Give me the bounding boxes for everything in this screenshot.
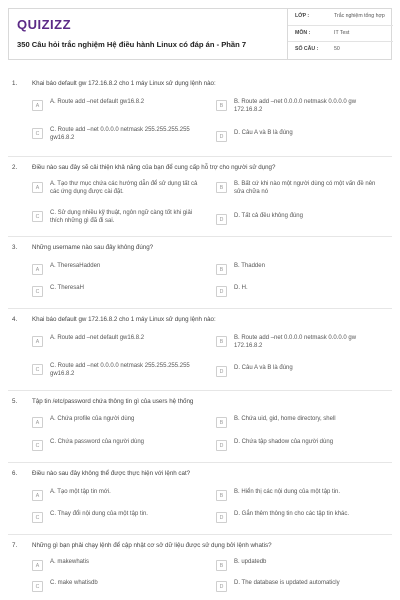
option-text: B. Route add –net 0.0.0.0 netmask 0.0.0.0 gw 172.16.8.2 xyxy=(234,99,357,113)
answer-option-a[interactable] xyxy=(32,180,202,196)
option-text: B. Thadden xyxy=(234,263,265,269)
answer-option-b[interactable] xyxy=(216,98,386,114)
option-letter-box: B xyxy=(216,336,227,347)
question-text: Điều nào sau đây không thể được thực hiện với lệnh cat? xyxy=(32,470,191,477)
option-letter-box: C xyxy=(32,128,43,139)
option-letter-box: D xyxy=(216,581,227,592)
answer-option-b[interactable] xyxy=(216,262,386,278)
meta-row-count xyxy=(288,42,393,59)
question-text: Những username nào sau đây không đúng? xyxy=(32,244,154,251)
question-number: 7. xyxy=(12,542,18,549)
worksheet-meta-table xyxy=(287,9,393,59)
option-text: A. TheresaHadden xyxy=(50,263,101,269)
question-number: 4. xyxy=(12,316,18,323)
option-letter-box: A xyxy=(32,490,43,501)
option-letter-box: C xyxy=(32,286,43,297)
worksheet-title: 350 Câu hỏi trắc nghiệm Hệ điều hành Linux có đáp án - Phần 7 xyxy=(17,40,247,49)
answer-option-b[interactable] xyxy=(216,334,386,350)
answer-option-d[interactable] xyxy=(216,284,386,300)
answer-option-b[interactable] xyxy=(216,558,386,574)
option-text: C. Thay đổi nội dung của một tập tin. xyxy=(50,511,148,517)
option-letter-box: A xyxy=(32,264,43,275)
option-letter-box: C xyxy=(32,512,43,523)
option-letter-box: B xyxy=(216,417,227,428)
option-letter-box: C xyxy=(32,440,43,451)
meta-value: 50 xyxy=(334,46,340,53)
answer-option-b[interactable] xyxy=(216,488,386,504)
option-text: B. updatedb xyxy=(234,559,267,565)
option-letter-box: D xyxy=(216,131,227,142)
option-text: C. Route add –net 0.0.0.0 netmask 255.255.255.255 gw16.8.2 xyxy=(50,363,190,377)
answer-option-d[interactable] xyxy=(216,129,386,145)
option-text: D. Câu A và B là đúng xyxy=(234,130,293,136)
option-letter-box: D xyxy=(216,214,227,225)
answer-option-b[interactable] xyxy=(216,180,386,196)
question-divider xyxy=(8,390,392,391)
question-text: Những gì bạn phải chạy lệnh để cập nhật cơ sở dữ liệu được sử dụng bởi lệnh whatis? xyxy=(32,542,272,549)
answer-option-d[interactable] xyxy=(216,579,386,595)
option-letter-box: B xyxy=(216,264,227,275)
option-letter-box: B xyxy=(216,560,227,571)
answer-option-c[interactable] xyxy=(32,209,202,225)
question-divider xyxy=(8,462,392,463)
meta-label: SỐ CÂU : xyxy=(295,46,319,53)
option-text: A. Chứa profile của người dùng xyxy=(50,416,135,422)
question-number: 6. xyxy=(12,470,18,477)
option-text: D. H. xyxy=(234,285,248,291)
answer-option-c[interactable] xyxy=(32,438,202,454)
meta-row-class xyxy=(288,9,393,26)
answer-option-c[interactable] xyxy=(32,579,202,595)
option-text: D. Chứa tập shadow của người dùng xyxy=(234,439,334,445)
question-text: Điều nào sau đây sẽ cải thiện khả năng của bạn để cung cấp hỗ trợ cho người sử dụng? xyxy=(32,164,276,171)
answer-option-a[interactable] xyxy=(32,415,202,431)
worksheet-header xyxy=(8,8,392,60)
answer-option-c[interactable] xyxy=(32,362,202,378)
option-letter-box: C xyxy=(32,211,43,222)
question-text: Khai báo default gw 172.16.8.2 cho 1 máy Linux sử dụng lệnh nào: xyxy=(32,316,216,323)
answer-option-c[interactable] xyxy=(32,510,202,526)
option-text: B. Route add –net 0.0.0.0 netmask 0.0.0.0 gw 172.16.8.2 xyxy=(234,335,357,349)
option-letter-box: D xyxy=(216,366,227,377)
option-letter-box: C xyxy=(32,581,43,592)
option-letter-box: A xyxy=(32,560,43,571)
meta-label: MÔN : xyxy=(295,29,311,36)
question-item xyxy=(8,310,392,392)
question-divider xyxy=(8,308,392,309)
option-letter-box: C xyxy=(32,364,43,375)
option-text: A. Route add –net default gw16.8.2 xyxy=(50,99,145,105)
answer-option-d[interactable] xyxy=(216,438,386,454)
option-text: C. Sử dụng nhiều kỹ thuật, ngôn ngữ càng tốt khi giải thích những gì đã đi sai. xyxy=(50,210,193,224)
answer-option-d[interactable] xyxy=(216,212,386,228)
question-item xyxy=(8,464,392,536)
answer-option-b[interactable] xyxy=(216,415,386,431)
option-letter-box: D xyxy=(216,512,227,523)
option-text: A. Tạo thư mục chứa các hướng dẫn để sử dụng tất cả các ứng dụng được cài đặt. xyxy=(50,181,198,195)
option-text: B. Bất cứ khi nào một người dùng có một vấn đề nên sửa chữa nó xyxy=(234,181,376,195)
option-letter-box: B xyxy=(216,100,227,111)
option-letter-box: A xyxy=(32,182,43,193)
meta-value: Trắc nghiệm tổng hợp xyxy=(334,13,385,19)
answer-option-a[interactable] xyxy=(32,262,202,278)
option-letter-box: D xyxy=(216,286,227,297)
option-letter-box: B xyxy=(216,182,227,193)
option-letter-box: D xyxy=(216,440,227,451)
question-item xyxy=(8,392,392,464)
option-text: C. Chứa password của người dùng xyxy=(50,439,145,445)
question-item xyxy=(8,238,392,310)
option-text: D. The database is updated automaticly xyxy=(234,580,340,586)
question-item xyxy=(8,74,392,158)
answer-option-a[interactable] xyxy=(32,558,202,574)
question-text: Khai báo default gw 172.16.8.2 cho 1 máy Linux sử dụng lệnh nào: xyxy=(32,80,216,87)
option-text: A. Route add –net default gw16.8.2 xyxy=(50,335,145,341)
meta-row-subject xyxy=(288,26,393,43)
question-divider xyxy=(8,156,392,157)
answer-option-a[interactable] xyxy=(32,334,202,350)
question-item xyxy=(8,536,392,600)
option-text: D. Tất cả đều không đúng xyxy=(234,213,303,219)
question-divider xyxy=(8,236,392,237)
option-letter-box: B xyxy=(216,490,227,501)
option-text: C. make whatisdb xyxy=(50,580,98,586)
question-divider xyxy=(8,534,392,535)
answer-option-a[interactable] xyxy=(32,98,202,114)
option-text: D. Câu A và B là đúng xyxy=(234,365,293,371)
answer-option-c[interactable] xyxy=(32,126,202,142)
question-number: 1. xyxy=(12,80,18,87)
option-letter-box: A xyxy=(32,417,43,428)
meta-label: LỚP : xyxy=(295,13,310,19)
option-text: B. Chứa uid, gid, home directory, shell xyxy=(234,416,336,422)
meta-value: IT Test xyxy=(334,29,350,36)
option-text: C. TheresaH xyxy=(50,285,84,291)
answer-option-d[interactable] xyxy=(216,364,386,380)
answer-option-d[interactable] xyxy=(216,510,386,526)
option-text: A. makewhatis xyxy=(50,559,90,565)
question-number: 3. xyxy=(12,244,18,251)
option-text: B. Hiển thị các nội dung của một tập tin. xyxy=(234,489,341,495)
question-number: 2. xyxy=(12,164,18,171)
question-text: Tập tin /etc/password chứa thông tin gì của users hệ thống xyxy=(32,398,194,405)
option-text: C. Route add –net 0.0.0.0 netmask 255.255.255.255 gw16.8.2 xyxy=(50,127,190,141)
answer-option-c[interactable] xyxy=(32,284,202,300)
option-text: D. Gắn thêm thông tin cho các tập tin khác. xyxy=(234,511,350,517)
question-item xyxy=(8,158,392,238)
option-letter-box: A xyxy=(32,100,43,111)
option-text: A. Tạo một tập tin mới. xyxy=(50,489,111,495)
option-letter-box: A xyxy=(32,336,43,347)
answer-option-a[interactable] xyxy=(32,488,202,504)
quizizz-logo: QUIZIZZ xyxy=(17,17,72,32)
question-number: 5. xyxy=(12,398,18,405)
